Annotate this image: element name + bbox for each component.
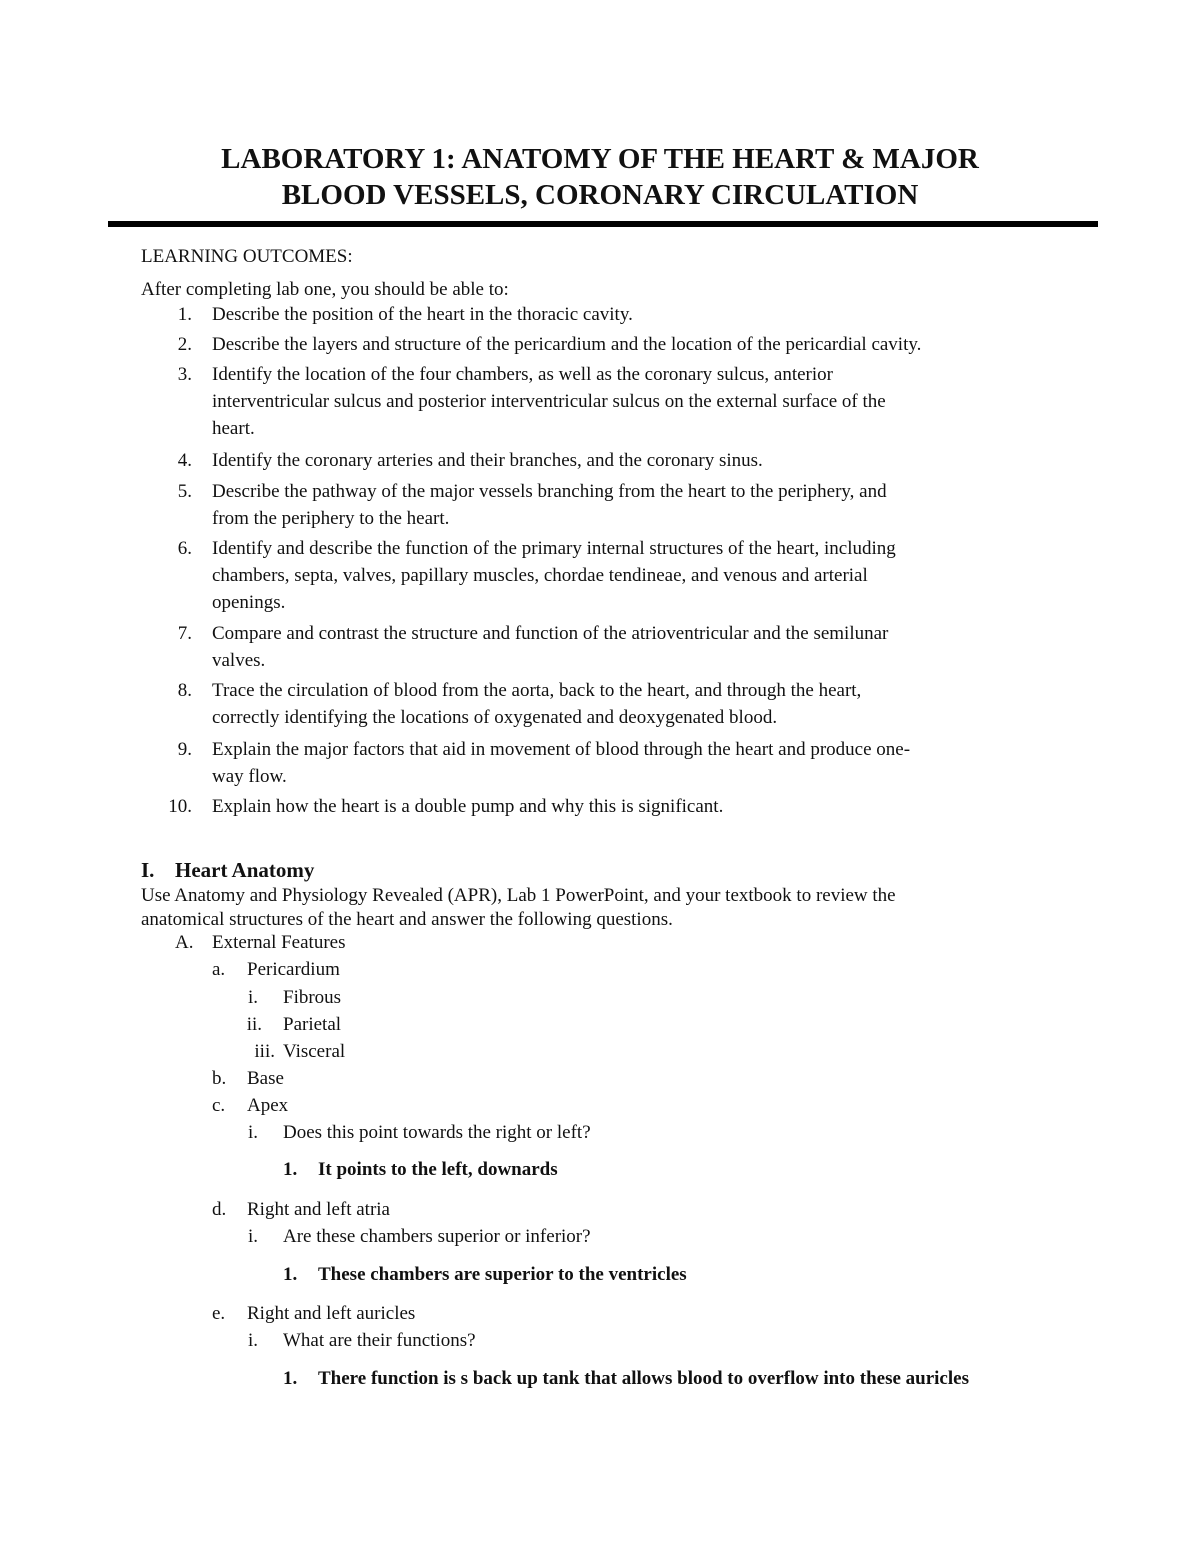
sub-iii-label: Visceral [283,1041,346,1062]
item-e-answer-marker: 1. [283,1368,298,1389]
title-line-2: BLOOD VESSELS, CORONARY CIRCULATION [281,179,919,211]
sub-iii-marker: iii. [254,1041,275,1062]
outcome-number: 9. [177,739,192,760]
item-d-answer: These chambers are superior to the ventricles [318,1264,687,1285]
item-c-label: Apex [247,1095,289,1116]
item-d-marker: d. [212,1199,227,1220]
title-divider [108,221,1098,227]
title-line-1: LABORATORY 1: ANATOMY OF THE HEART & MAJOR [221,143,979,175]
outcome-number: 6. [177,538,192,559]
section-intro-line-1: Use Anatomy and Physiology Revealed (APR), Lab 1 PowerPoint, and your textbook to review the [141,885,896,906]
outcome-number: 7. [177,623,192,644]
item-c-answer: It points to the left, downards [318,1159,558,1180]
sub-ii-label: Parietal [283,1014,342,1035]
sub-i-label: Fibrous [283,987,342,1008]
item-c-question: Does this point towards the right or left? [283,1122,591,1143]
outcome-text-line: Trace the circulation of blood from the aorta, back to the heart, and through the heart, [212,680,862,701]
item-b-label: Base [247,1068,284,1089]
item-e-answer: There function is s back up tank that allows blood to overflow into these auricles [318,1368,969,1389]
item-a-label: Pericardium [247,959,340,980]
item-d-question-marker: i. [247,1226,258,1247]
item-c-question-marker: i. [247,1122,258,1143]
sub-i-marker: i. [247,987,258,1008]
outcome-text-line: Describe the pathway of the major vessels branching from the heart to the periphery, and [212,481,887,502]
outcome-text-line: Explain the major factors that aid in movement of blood through the heart and produce one- [212,739,911,760]
learning-outcomes-heading: LEARNING OUTCOMES: [141,246,353,267]
outcome-text-line: Identify the coronary arteries and their branches, and the coronary sinus. [212,450,763,471]
outcome-text-line: Explain how the heart is a double pump and why this is significant. [212,796,724,817]
outcome-number: 3. [177,364,192,385]
outcome-text-line: Describe the layers and structure of the pericardium and the location of the pericardial cavity. [212,334,922,355]
item-c-answer-marker: 1. [283,1159,298,1180]
outcome-text-line: openings. [212,592,286,613]
item-d-label: Right and left atria [247,1199,390,1220]
outcome-text-line: Compare and contrast the structure and function of the atrioventricular and the semilunar [212,623,889,644]
outcome-number: 4. [177,450,192,471]
section-number: I. [141,858,155,882]
outcome-text-line: Identify and describe the function of the primary internal structures of the heart, including [212,538,896,559]
outcome-number: 5. [177,481,192,502]
item-A-marker: A. [175,932,194,953]
outcome-text-line: correctly identifying the locations of oxygenated and deoxygenated blood. [212,707,778,728]
outcome-number: 2. [177,334,192,355]
outcome-text-line: way flow. [212,766,287,787]
outcome-number: 1. [177,304,192,325]
outcome-text-line: Identify the location of the four chambers, as well as the coronary sulcus, anterior [212,364,833,385]
outcome-number: 8. [177,680,192,701]
outcome-text-line: heart. [212,418,255,439]
outcome-text-line: valves. [212,650,266,671]
outcome-text-line: from the periphery to the heart. [212,508,450,529]
outcome-text-line: Describe the position of the heart in the thoracic cavity. [212,304,633,325]
outcome-text-line: chambers, septa, valves, papillary muscles, chordae tendineae, and venous and arterial [212,565,868,586]
item-A-label: External Features [212,932,346,953]
item-e-question-marker: i. [247,1330,258,1351]
section-intro-line-2: anatomical structures of the heart and answer the following questions. [141,909,673,930]
item-c-marker: c. [212,1095,226,1116]
item-e-label: Right and left auricles [247,1303,416,1324]
learning-outcomes-intro: After completing lab one, you should be able to: [141,279,509,300]
item-d-question: Are these chambers superior or inferior? [283,1226,591,1247]
item-e-question: What are their functions? [283,1330,476,1351]
outcome-text-line: interventricular sulcus and posterior interventricular sulcus on the external surface of the [212,391,886,412]
item-b-marker: b. [212,1068,227,1089]
outcome-number: 10. [168,796,192,817]
item-d-answer-marker: 1. [283,1264,298,1285]
item-a-marker: a. [212,959,226,980]
sub-ii-marker: ii. [246,1014,262,1035]
item-e-marker: e. [212,1303,226,1324]
section-heading: Heart Anatomy [175,858,315,882]
